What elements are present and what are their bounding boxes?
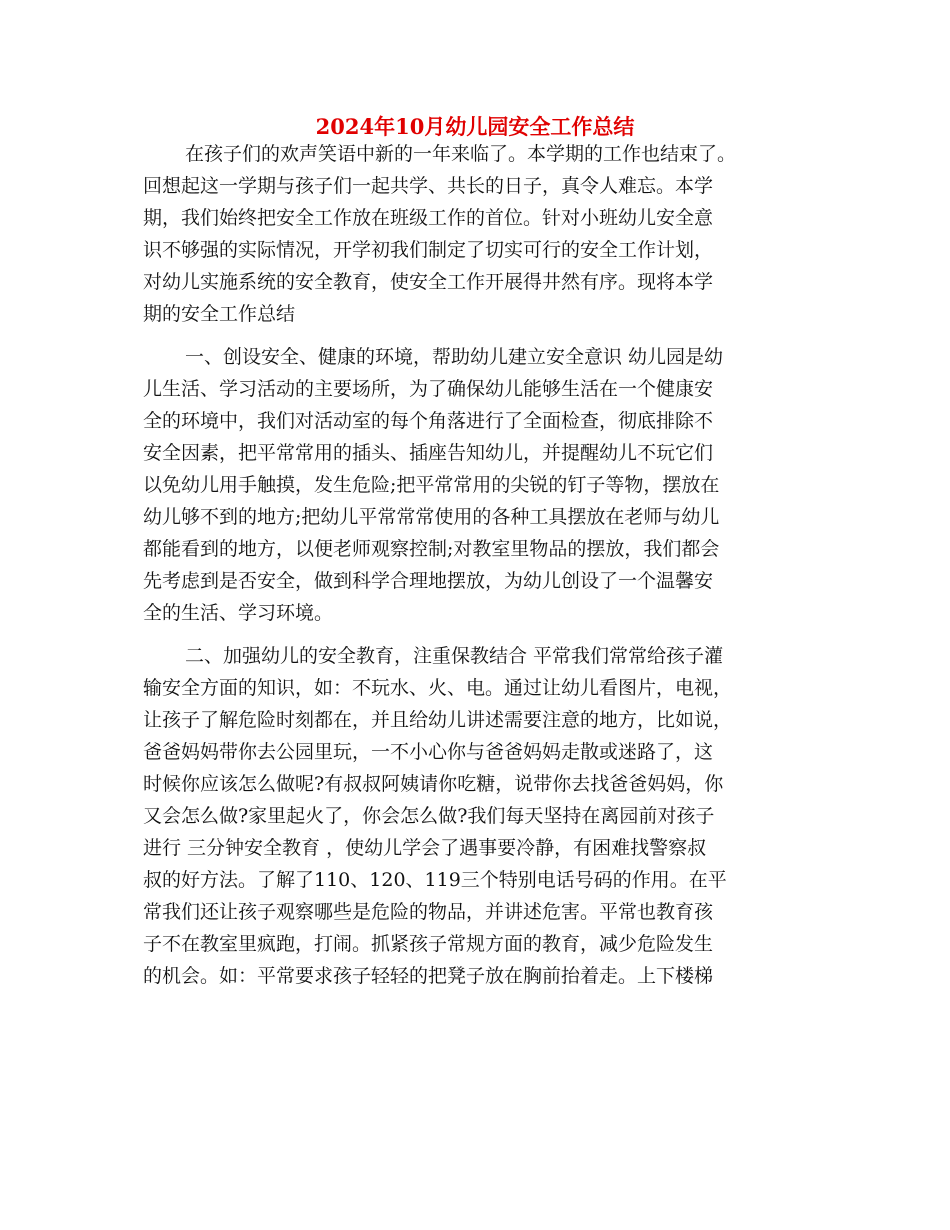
text-line: 常我们还让孩子观察哪些是危险的物品，并讲述危害。平常也教育孩 [143,901,714,923]
text-line: 的机会。如：平常要求孩子轻轻的把凳子放在胸前抬着走。上下楼梯 [143,965,714,987]
paragraph-section-two [143,640,809,992]
document-title: 2024年10月幼儿园安全工作总结 [315,114,635,139]
text-line: 识不够强的实际情况，开学初我们制定了切实可行的安全工作计划， [143,239,714,261]
text-line: 对幼儿实施系统的安全教育，使安全工作开展得井然有序。现将本学 [143,271,714,293]
text-line: 输安全方面的知识，如：不玩水、火、电。通过让幼儿看图片，电视， [143,677,733,699]
text-line: 以免幼儿用手触摸，发生危险;把平常常用的尖锐的钉子等物，摆放在 [143,474,720,496]
text-line: 全的生活、学习环境。 [143,602,334,624]
text-line: 一、创设安全、健康的环境，帮助幼儿建立安全意识 幼儿园是幼 [185,346,724,368]
text-line: 期的安全工作总结 [143,303,296,325]
text-line: 儿生活、学习活动的主要场所，为了确保幼儿能够生活在一个健康安 [143,378,714,400]
text-line: 安全因素，把平常常用的插头、插座告知幼儿，并提醒幼儿不玩它们 [143,442,714,464]
text-line: 叔的好方法。了解了110、120、119三个特别电话号码的作用。在平 [143,869,727,891]
text-line: 都能看到的地方，以便老师观察控制;对教室里物品的摆放，我们都会 [143,538,720,560]
text-line: 回想起这一学期与孩子们一起共学、共长的日子，真令人难忘。本学 [143,175,714,197]
text-line: 爸爸妈妈带你去公园里玩，一不小心你与爸爸妈妈走散或迷路了，这 [143,741,714,763]
text-line: 让孩子了解危险时刻都在，并且给幼儿讲述需要注意的地方，比如说， [143,709,733,731]
paragraph-intro [143,138,809,330]
text-line: 二、加强幼儿的安全教育，注重保教结合 平常我们常常给孩子灌 [185,645,724,667]
document-body [143,138,809,992]
text-line: 子不在教室里疯跑，打闹。抓紧孩子常规方面的教育，减少危险发生 [143,933,714,955]
text-line: 又会怎么做?家里起火了，你会怎么做?我们每天坚持在离园前对孩子 [143,805,715,827]
text-line: 幼儿够不到的地方;把幼儿平常常常使用的各种工具摆放在老师与幼儿 [143,506,720,528]
paragraph-section-one [143,341,809,629]
text-line: 全的环境中，我们对活动室的每个角落进行了全面检查，彻底排除不 [143,410,714,432]
text-line: 时候你应该怎么做呢?有叔叔阿姨请你吃糖，说带你去找爸爸妈妈，你 [143,773,724,795]
text-line: 先考虑到是否安全，做到科学合理地摆放，为幼儿创设了一个温馨安 [143,570,714,592]
text-line: 期，我们始终把安全工作放在班级工作的首位。针对小班幼儿安全意 [143,207,714,229]
text-line: 在孩子们的欢声笑语中新的一年来临了。本学期的工作也结束了。 [185,143,737,165]
text-line: 进行 三分钟安全教育 ，使幼儿学会了遇事要冷静，有困难找警察叔 [143,837,707,859]
